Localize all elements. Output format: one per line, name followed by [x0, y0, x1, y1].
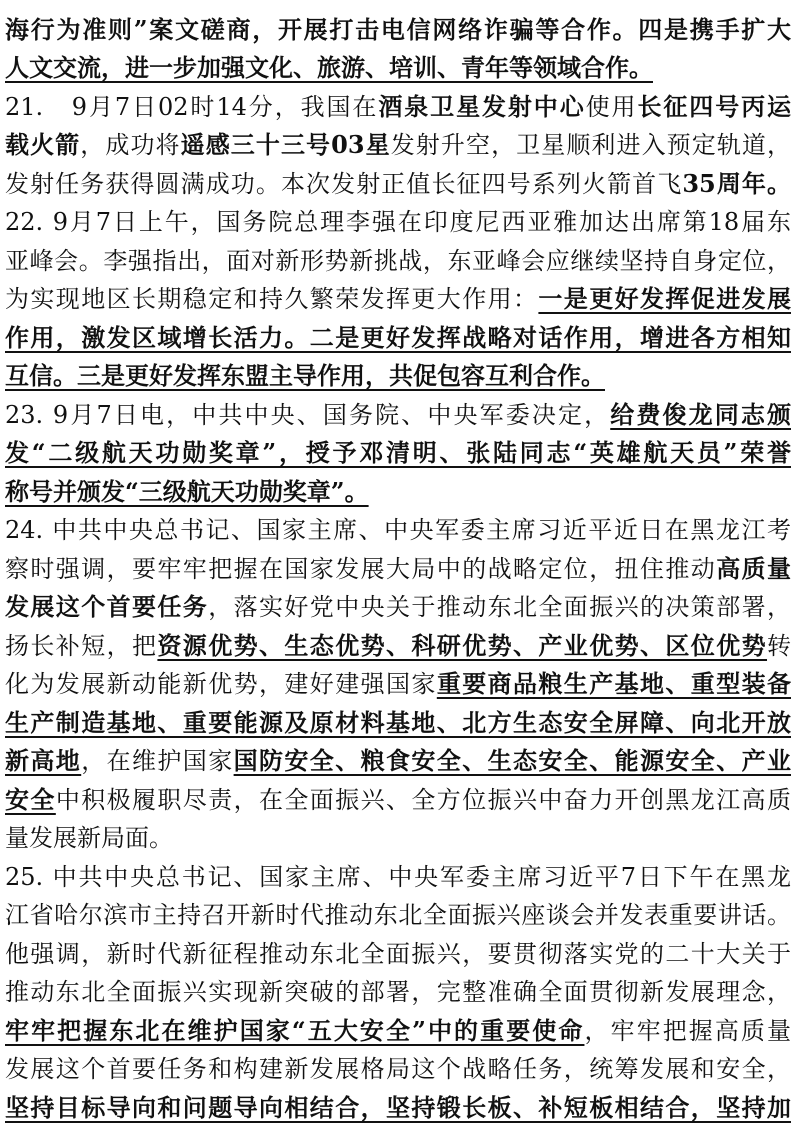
plain-text: ，落实好党中央关于推动东北全面振兴的决策部署， — [208, 593, 791, 621]
item24-line — [5, 742, 791, 781]
item22-line — [5, 242, 791, 281]
bold-underlined-text: 新高地 — [5, 746, 82, 775]
plain-text: 转 — [767, 632, 791, 660]
plain-text: 9月7日02时14分，我国在 — [71, 93, 379, 121]
bold-underlined-text: 生产制造基地、重要能源及原材料基地、北方生态安全屏障、向北开放 — [5, 708, 791, 737]
item22-line — [5, 319, 791, 358]
plain-text: 发射升空，卫星顺利进入预定轨道， — [390, 131, 791, 159]
plain-text: 24. 中共中央总书记、国家主席、中央军委主席习近平近日在黑龙江考 — [5, 516, 791, 544]
item24-line — [5, 665, 791, 704]
item25-line — [5, 896, 791, 935]
bold-underlined-text: 重要商品粮生产基地、重型装备 — [436, 669, 791, 698]
bold-underlined-text: 人文交流，进一步加强文化、旅游、培训、青年等领域合作。 — [5, 53, 653, 82]
item24-line — [5, 704, 791, 743]
bold-underlined-text: 国防安全、粮食安全、生态安全、能源安全、产业 — [233, 746, 791, 775]
plain-text: 23. 9月7日电，中共中央、国务院、中央军委决定， — [5, 401, 611, 429]
plain-text: 25. 中共中央总书记、国家主席、中央军委主席习近平7日下午在黑龙 — [5, 863, 791, 891]
bold-text: 载火箭 — [5, 130, 81, 159]
item21-line — [5, 88, 791, 127]
bold-text: 发展这个首要任务 — [5, 592, 209, 621]
bold-underlined-text: 互信。三是更好发挥东盟主导作用，共促包容互利合作。 — [5, 361, 605, 390]
item22-line — [5, 203, 791, 242]
item21-line — [5, 126, 791, 165]
bold-underlined-text: 给费俊龙同志颁 — [610, 400, 791, 429]
plain-text: 使用 — [585, 93, 638, 121]
plain-text: 推动东北全面振兴实现新突破的部署，完整准确全面贯彻新发展理念， — [5, 978, 791, 1006]
bold-underlined-text: 作用，激发区域增长活力。二是更好发挥战略对话作用，增进各方相知 — [5, 323, 791, 352]
plain-text: 22. 9月7日上午，国务院总理李强在印度尼西亚雅加达出席第18届东 — [5, 208, 791, 236]
plain-text: 他强调，新时代新征程推动东北全面振兴，要贯彻落实党的二十大关于 — [5, 940, 791, 968]
bold-text: 海行为准则”案文磋商，开展打击电信网络诈骗等合作。四是携手扩大 — [5, 15, 791, 44]
plain-text: ，成功将 — [80, 131, 181, 159]
item25-line — [5, 1012, 791, 1051]
item24-line — [5, 627, 791, 666]
plain-text: ，在维护国家 — [81, 747, 234, 775]
bold-underlined-text: 一是更好发挥促进发展 — [538, 284, 791, 313]
bold-underlined-text: 发“二级航天功勋奖章”，授予邓清明、张陆同志“英雄航天员”荣誉 — [5, 438, 791, 467]
item24-line — [5, 781, 791, 820]
bold-underlined-text: 坚持目标导向和问题导向相结合，坚持锻长板、补短板相结合，坚持加 — [5, 1093, 791, 1122]
item20-line — [5, 49, 791, 88]
plain-text: 发射任务获得圆满成功。本次发射正值长征四号系列火箭首飞 — [5, 170, 683, 198]
plain-text: ，牢牢把握高质量 — [584, 1017, 791, 1045]
plain-text: 察时强调，要牢牢把握在国家发展大局中的战略定位，扭住推动 — [5, 555, 717, 583]
item24-line — [5, 511, 791, 550]
item25-line — [5, 858, 791, 897]
item-number: 21. — [5, 93, 44, 121]
bold-underlined-text: 称号并颁发“三级航天功勋奖章”。 — [5, 477, 369, 506]
plain-text: 扬长补短，把 — [5, 632, 158, 660]
plain-text: 发展这个首要任务和构建新发展格局这个战略任务，统筹发展和安全， — [5, 1055, 791, 1083]
plain-text: 化为发展新动能新优势，建好建强国家 — [5, 670, 437, 698]
item22-line — [5, 357, 791, 396]
item24-line — [5, 550, 791, 589]
plain-text: 量发展新局面。 — [5, 824, 173, 852]
item25-line — [5, 1050, 791, 1089]
bold-underlined-text: 资源优势、生态优势、科研优势、产业优势、区位优势 — [157, 631, 768, 660]
item24-line — [5, 819, 791, 858]
bold-underlined-text: 安全 — [5, 785, 56, 814]
item21-line — [5, 165, 791, 204]
bold-text: 35周年。 — [682, 169, 791, 198]
plain-text: 亚峰会。李强指出，面对新形势新挑战，东亚峰会应继续坚持自身定位， — [5, 247, 791, 275]
bold-text: 遥感三十三号03星 — [180, 130, 391, 159]
bold-text: 酒泉卫星发射中心 — [378, 92, 586, 121]
plain-text: 中积极履职尽责，在全面振兴、全方位振兴中奋力开创黑龙江高质 — [55, 786, 791, 814]
item23-line — [5, 396, 791, 435]
item20-line — [5, 11, 791, 50]
item23-line — [5, 434, 791, 473]
item24-line — [5, 588, 791, 627]
item22-line — [5, 280, 791, 319]
bold-text: 长征四号丙运 — [637, 92, 791, 121]
bold-text: 高质量 — [716, 554, 791, 583]
item25-line — [5, 935, 791, 974]
bold-underlined-text: 牢牢把握东北在维护国家“五大安全”中的重要使命 — [5, 1016, 585, 1045]
plain-text: 为实现地区长期稳定和持久繁荣发挥更大作用： — [5, 285, 539, 313]
plain-text: 江省哈尔滨市主持召开新时代推动东北全面振兴座谈会并发表重要讲话。 — [5, 901, 791, 929]
item23-line — [5, 473, 791, 512]
item25-line — [5, 973, 791, 1012]
